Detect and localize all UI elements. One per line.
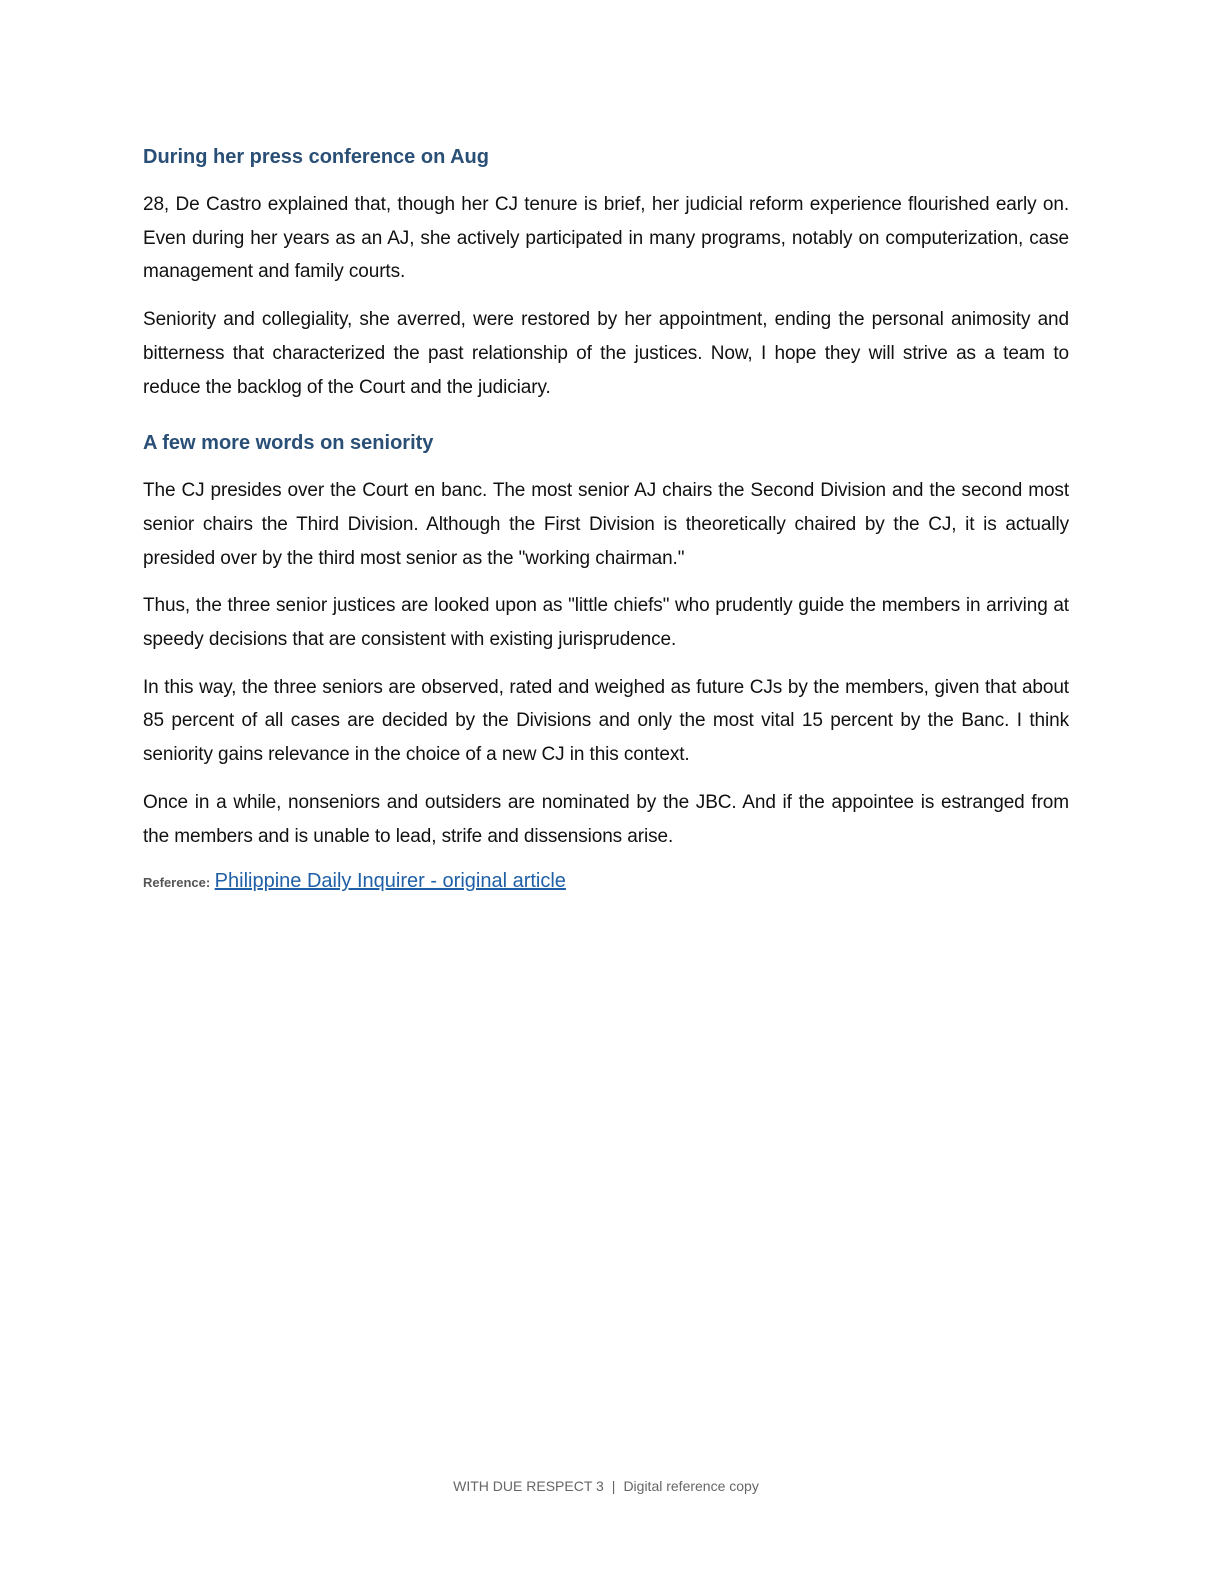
reference-link[interactable]: Philippine Daily Inquirer - original article: [214, 870, 566, 893]
footer-note: Digital reference copy: [623, 1478, 759, 1494]
section-heading-seniority: A few more words on seniority: [143, 432, 434, 455]
paragraph: The CJ presides over the Court en banc. The most senior AJ chairs the Second Division and the second most senior chairs the Third Division. Although the First Division is theoretically chaired by the CJ, it is actually presided over by the third most senior as the "working chairman.": [143, 480, 1069, 569]
paragraph: In this way, the three seniors are observed, rated and weighed as future CJs by the members, given that about 85 percent of all cases are decided by the Divisions and only the most vital 15 percent by the Banc. I think seniority gains relevance in the choice of a new CJ in this context.: [143, 676, 1069, 766]
footer-separator: |: [611, 1478, 616, 1494]
document-body: [143, 140, 1069, 897]
paragraph: Thus, the three senior justices are looked upon as "little chiefs" who prudently guide the members in arriving at speedy decisions that are consistent with existing jurisprudence.: [143, 595, 1069, 651]
paragraph: Seniority and collegiality, she averred, were restored by her appointment, ending the personal animosity and bitterness that characterized the past relationship of the justices. Now, I hope they will strive as a team to reduce the backlog of the Court and the judiciary.: [143, 309, 1069, 398]
reference-label: Reference:: [143, 875, 211, 891]
paragraph: Once in a while, nonseniors and outsiders are nominated by the JBC. And if the appointee is estranged from the members and is unable to lead, strife and dissensions arise.: [143, 791, 1069, 847]
footer-title: WITH DUE RESPECT 3: [453, 1478, 604, 1494]
reference-line: [143, 867, 1069, 897]
paragraph: 28, De Castro explained that, though her CJ tenure is brief, her judicial reform experience flourished early on. Even during her years as an AJ, she actively participated in many programs, notably on computerization, case management and family courts.: [143, 194, 1069, 283]
section-heading-press-conference: During her press conference on Aug: [143, 146, 489, 168]
page-footer: [0, 1478, 1212, 1494]
